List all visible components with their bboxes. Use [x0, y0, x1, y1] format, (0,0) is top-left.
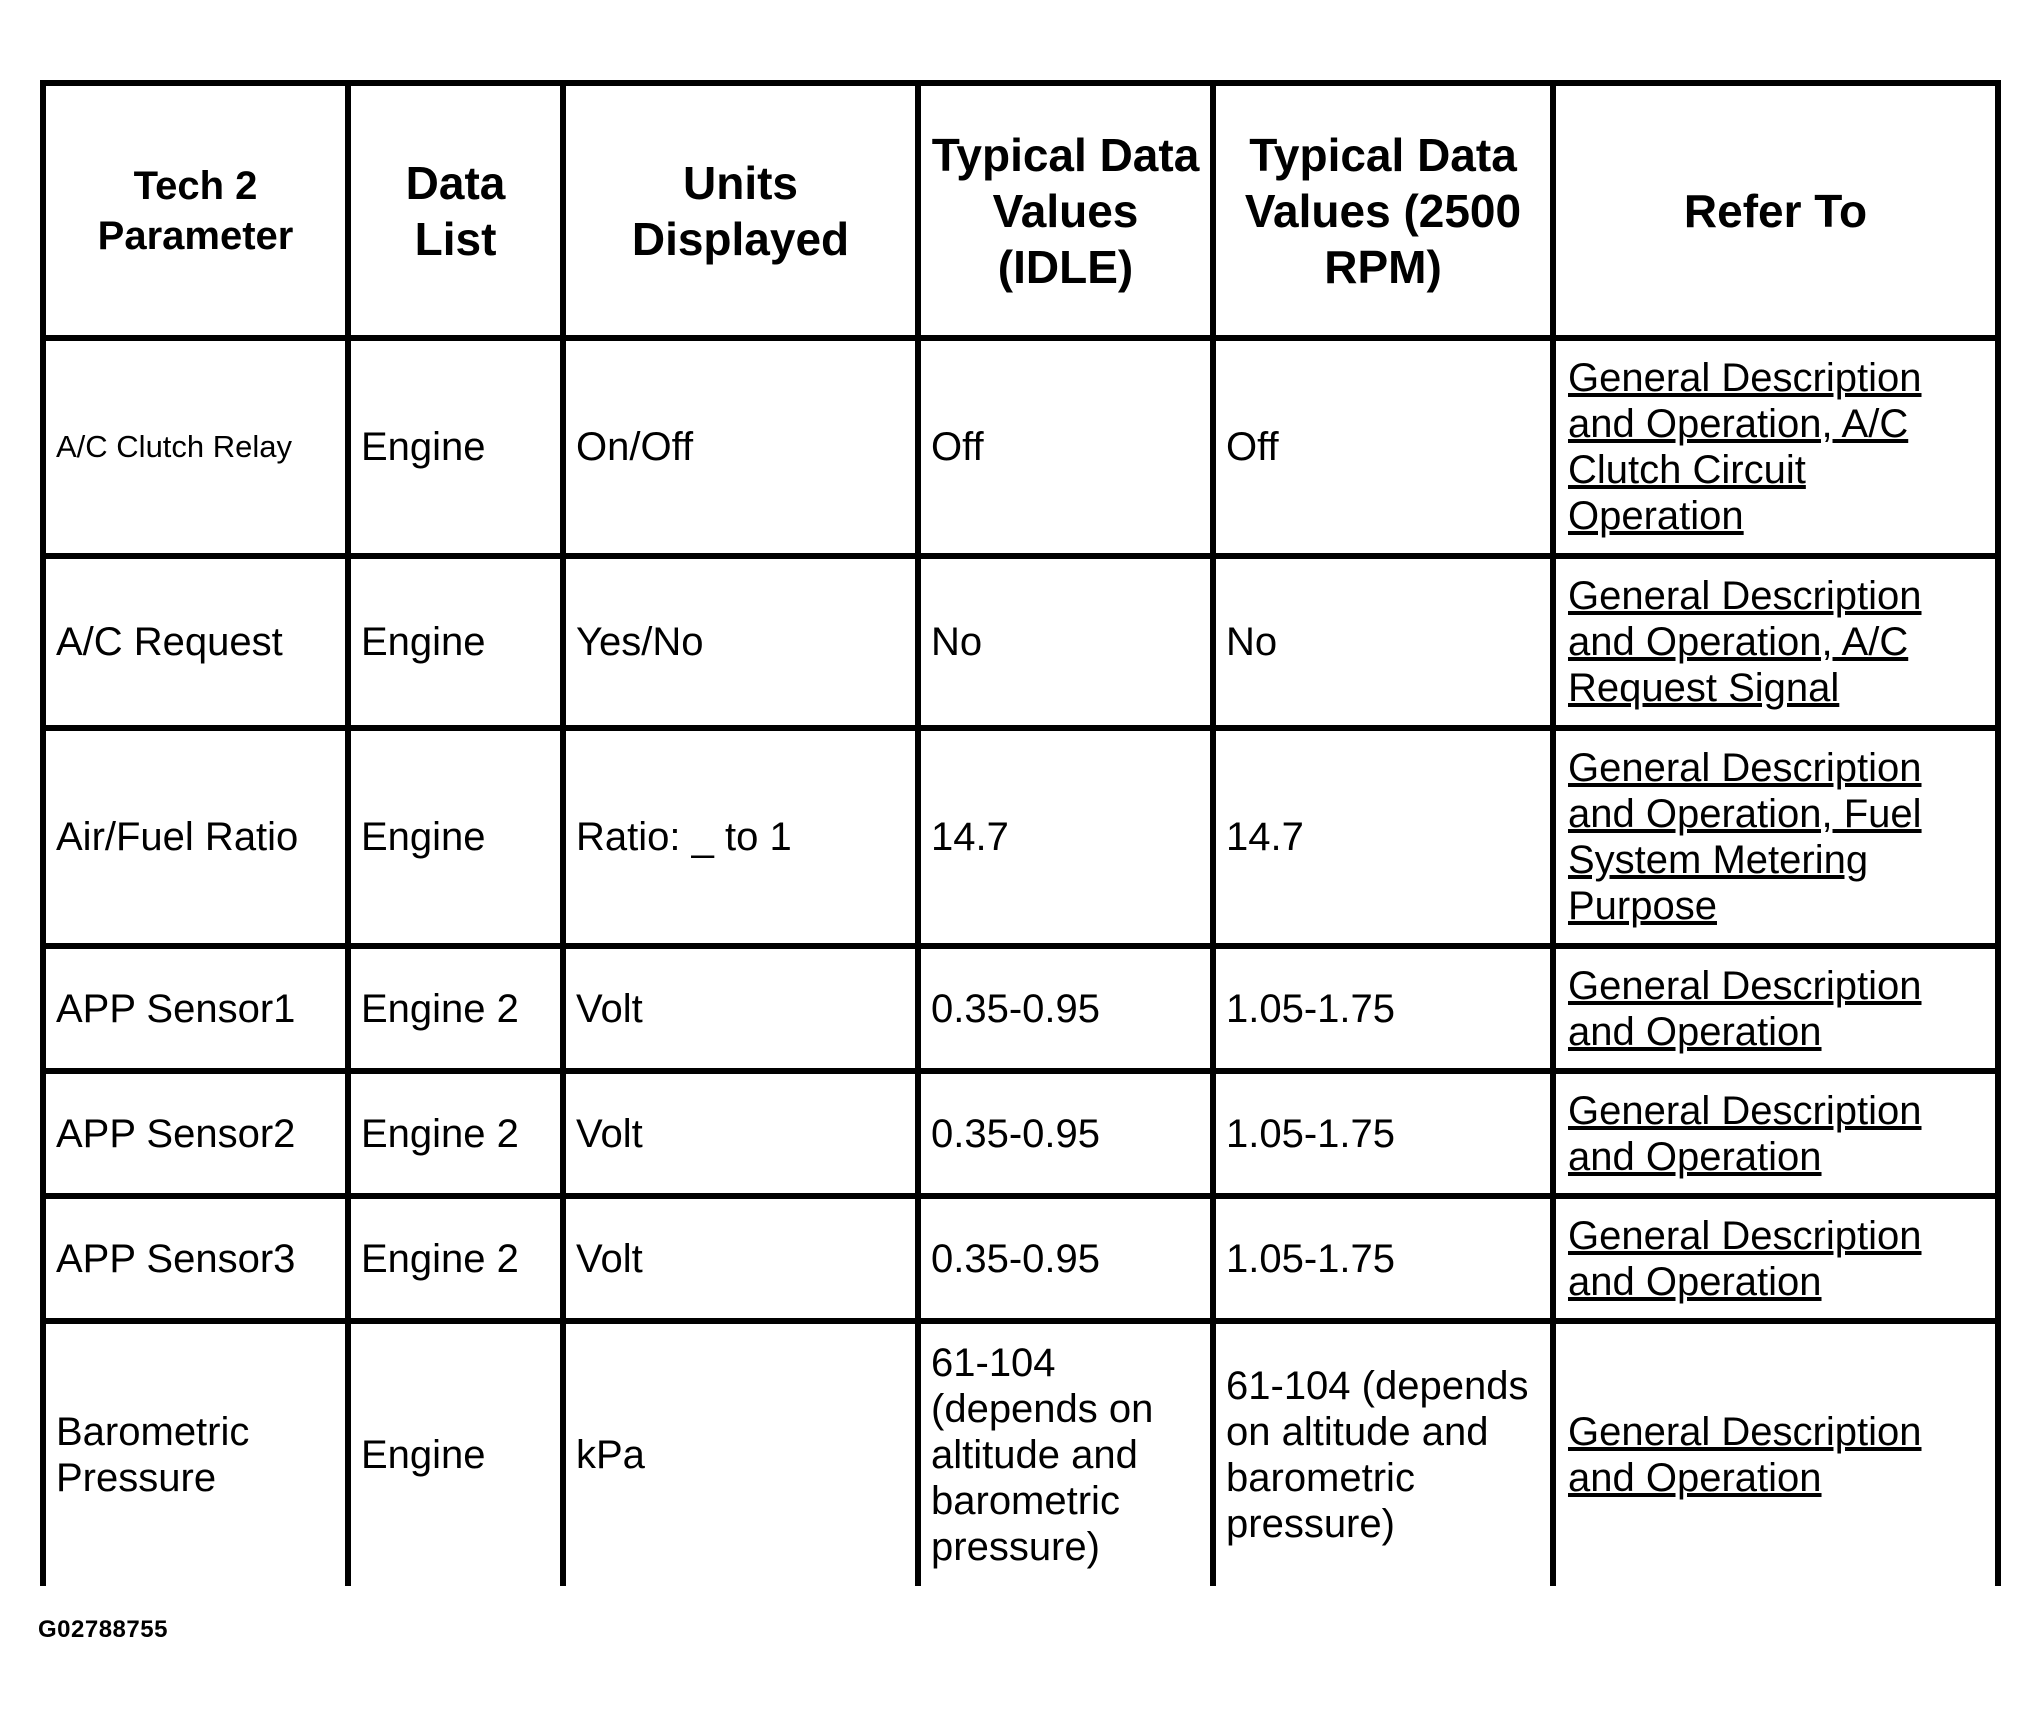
refer-to-link[interactable]: General Description and Operation, A/C Request Signal: [1568, 574, 1922, 710]
refer-to-link[interactable]: General Description and Operation: [1568, 1213, 1922, 1304]
cell-units: Volt: [563, 1071, 918, 1196]
cell-idle-value: 14.7: [918, 728, 1213, 946]
cell-idle-value: 0.35-0.95: [918, 1196, 1213, 1321]
cell-data-list: Engine 2: [348, 1196, 563, 1321]
table-row: [43, 946, 1998, 1071]
cell-data-list: Engine: [348, 556, 563, 728]
cell-parameter: Air/Fuel Ratio: [43, 728, 348, 946]
header-refer-to: Refer To: [1553, 83, 1998, 338]
cell-refer-to: [1553, 946, 1998, 1071]
cell-parameter: A/C Clutch Relay: [43, 338, 348, 556]
cell-refer-to: [1553, 1321, 1998, 1586]
figure-id: G02788755: [38, 1616, 168, 1643]
table-row: [43, 1321, 1998, 1586]
cell-idle-value: No: [918, 556, 1213, 728]
cell-2500rpm-value: No: [1213, 556, 1553, 728]
cell-refer-to: [1553, 1196, 1998, 1321]
refer-to-link[interactable]: General Description and Operation, A/C Clutch Circuit Operation: [1568, 356, 1922, 538]
header-tech2-parameter: Tech 2 Parameter: [43, 83, 348, 338]
cell-2500rpm-value: 61-104 (depends on altitude and barometric pressure): [1213, 1321, 1553, 1586]
cell-refer-to: [1553, 728, 1998, 946]
cell-units: kPa: [563, 1321, 918, 1586]
cell-units: Volt: [563, 1196, 918, 1321]
tech2-data-table: [40, 80, 2001, 1586]
cell-units: On/Off: [563, 338, 918, 556]
cell-idle-value: 61-104 (depends on altitude and barometric pressure): [918, 1321, 1213, 1586]
cell-data-list: Engine: [348, 728, 563, 946]
refer-to-link[interactable]: General Description and Operation, Fuel System Metering Purpose: [1568, 746, 1922, 928]
cell-refer-to: [1553, 1071, 1998, 1196]
cell-units: Volt: [563, 946, 918, 1071]
cell-parameter: Barometric Pressure: [43, 1321, 348, 1586]
cell-2500rpm-value: 1.05-1.75: [1213, 946, 1553, 1071]
cell-data-list: Engine: [348, 1321, 563, 1586]
cell-parameter: APP Sensor1: [43, 946, 348, 1071]
table-row: [43, 556, 1998, 728]
refer-to-link[interactable]: General Description and Operation: [1568, 1088, 1922, 1179]
cell-data-list: Engine 2: [348, 946, 563, 1071]
cell-idle-value: Off: [918, 338, 1213, 556]
header-row: [43, 83, 1998, 338]
cell-units: Ratio: _ to 1: [563, 728, 918, 946]
refer-to-link[interactable]: General Description and Operation: [1568, 963, 1922, 1054]
cell-data-list: Engine 2: [348, 1071, 563, 1196]
header-typical-2500rpm: Typical Data Values (2500 RPM): [1213, 83, 1553, 338]
cell-data-list: Engine: [348, 338, 563, 556]
table-row: [43, 728, 1998, 946]
cell-units: Yes/No: [563, 556, 918, 728]
cell-idle-value: 0.35-0.95: [918, 1071, 1213, 1196]
cell-idle-value: 0.35-0.95: [918, 946, 1213, 1071]
table-row: [43, 338, 1998, 556]
cell-2500rpm-value: Off: [1213, 338, 1553, 556]
cell-parameter: APP Sensor3: [43, 1196, 348, 1321]
refer-to-link[interactable]: General Description and Operation: [1568, 1410, 1922, 1500]
cell-2500rpm-value: 14.7: [1213, 728, 1553, 946]
table-row: [43, 1071, 1998, 1196]
cell-refer-to: [1553, 338, 1998, 556]
header-data-list: Data List: [348, 83, 563, 338]
header-typical-idle: Typical Data Values (IDLE): [918, 83, 1213, 338]
cell-2500rpm-value: 1.05-1.75: [1213, 1196, 1553, 1321]
cell-2500rpm-value: 1.05-1.75: [1213, 1071, 1553, 1196]
cell-refer-to: [1553, 556, 1998, 728]
header-units-displayed: Units Displayed: [563, 83, 918, 338]
cell-parameter: A/C Request: [43, 556, 348, 728]
table-row: [43, 1196, 1998, 1321]
cell-parameter: APP Sensor2: [43, 1071, 348, 1196]
